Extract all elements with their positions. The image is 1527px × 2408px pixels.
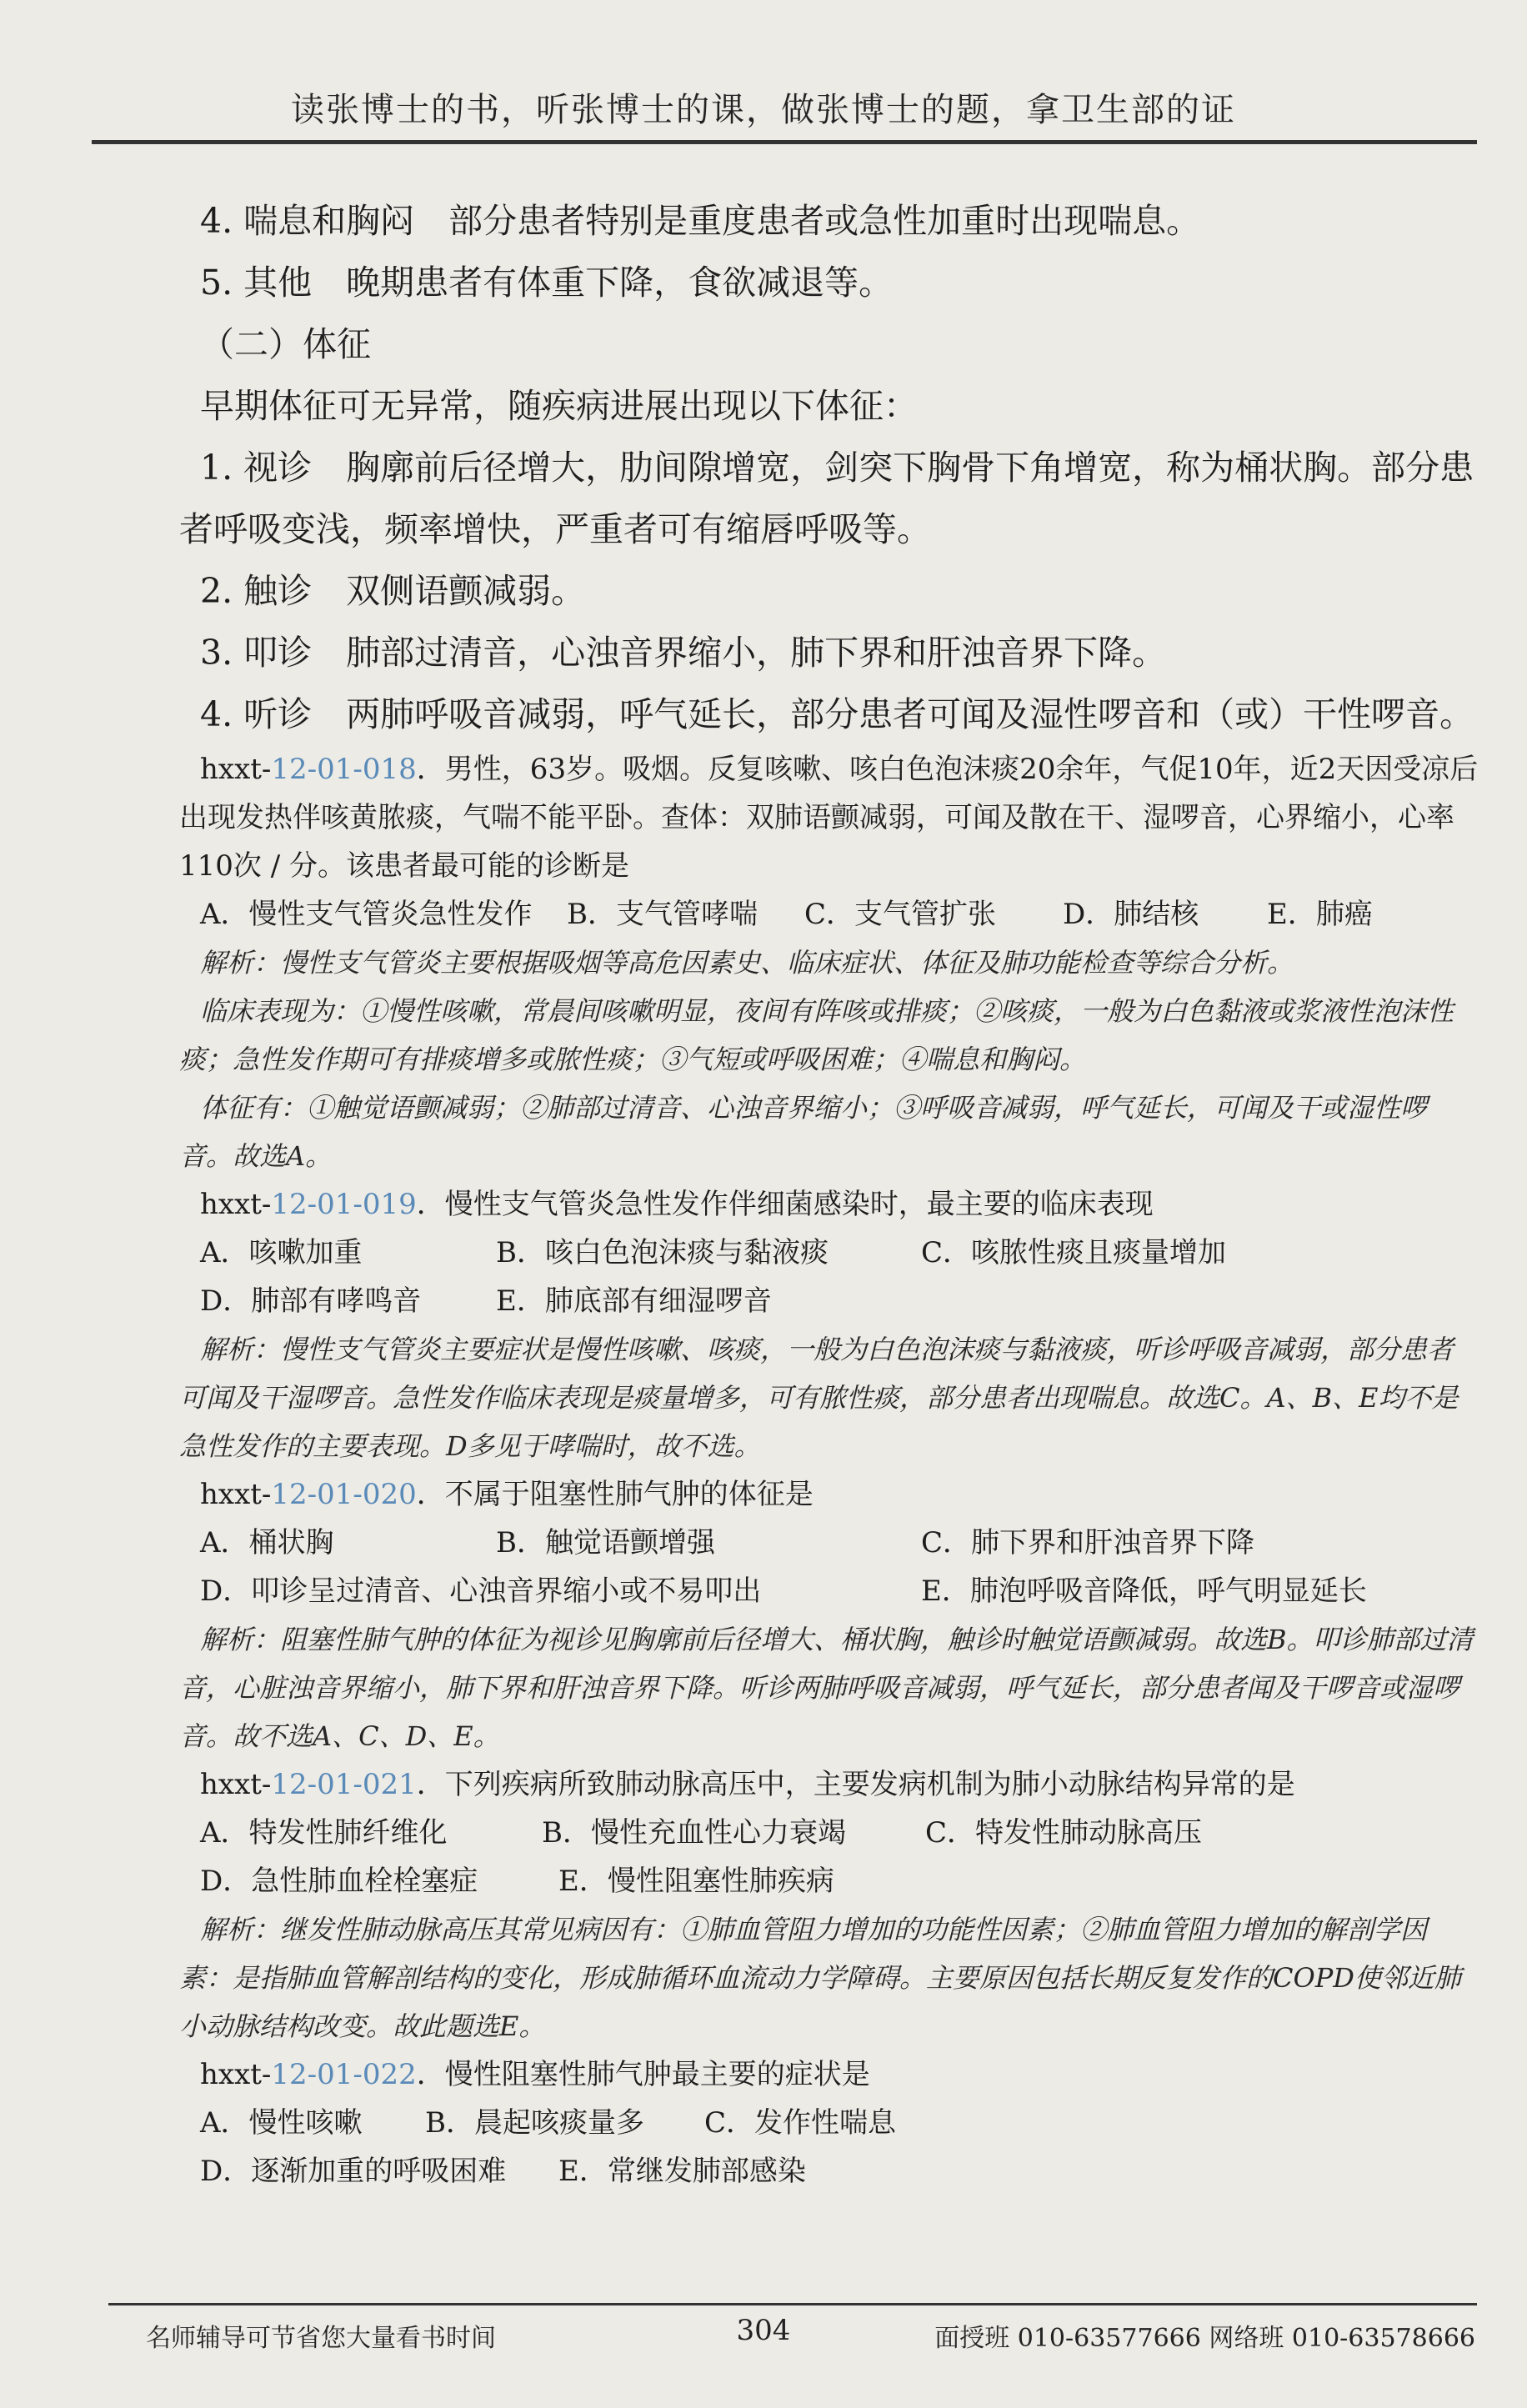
option-c: C．肺下界和肝浊音界下降 <box>921 1526 1255 1559</box>
question-id-prefix: hxxt- <box>200 2058 272 2091</box>
option-row <box>179 1519 1479 1567</box>
question-stem <box>179 1760 1479 1809</box>
question-stem <box>179 2050 1479 2099</box>
header-rule <box>92 140 1477 144</box>
sign-inspection: 1. 视诊 胸廓前后径增大，肋间隙增宽，剑突下胸骨下角增宽，称为桶状胸。部分患者呼吸变浅，频率增快，严重者可有缩唇呼吸等。 <box>179 448 1474 549</box>
option-b: B．晨起咳痰量多 <box>425 2106 644 2140</box>
question-id-code: 12-01-018 <box>271 753 417 786</box>
option-d: D．叩诊呈过清音、心浊音界缩小或不易叩出 <box>200 1574 762 1608</box>
option-e: E．常继发肺部感染 <box>558 2155 806 2188</box>
option-row <box>179 1229 1479 1277</box>
question-stem <box>179 1470 1479 1519</box>
symptom-5: 5. 其他 晚期患者有体重下降，食欲减退等。 <box>200 263 894 303</box>
page-number: 304 <box>736 2314 791 2347</box>
explanation-line: 解析：阻塞性肺气肿的体征为视诊见胸廓前后径增大、桶状胸，触诊时触觉语颤减弱。故选B。叩诊肺部过清音，心脏浊音界缩小，肺下界和肝浊音界下降。听诊两肺呼吸音减弱，呼气延长，部分患者闻及干啰音或湿啰音。故不选A、C、D、E。 <box>179 1624 1474 1752</box>
footer-slogan: 名师辅导可节省您大量看书时间 <box>146 2324 496 2353</box>
footer-rule <box>108 2303 1477 2305</box>
sign-auscultation: 4. 听诊 两肺呼吸音减弱，呼气延长，部分患者可闻及湿性啰音和（或）干性啰音。 <box>200 694 1474 734</box>
option-row <box>179 2147 1479 2195</box>
question-id-prefix: hxxt- <box>200 1188 272 1221</box>
option-a: A．咳嗽加重 <box>200 1236 363 1269</box>
question-text: ．慢性支气管炎急性发作伴细菌感染时，最主要的临床表现 <box>416 1188 1154 1221</box>
question-text: ．下列疾病所致肺动脉高压中，主要发病机制为肺小动脉结构异常的是 <box>416 1768 1295 1801</box>
question-020 <box>179 1470 1479 1760</box>
option-row <box>179 1809 1479 1857</box>
explanation-line: 解析：继发性肺动脉高压其常见病因有：①肺血管阻力增加的功能性因素；②肺血管阻力增加的解剖学因素：是指肺血管解剖结构的变化，形成肺循环血流动力学障碍。主要原因包括长期反复发作的COPD使邻近肺小动脉结构改变。故此题选E。 <box>179 1914 1461 2042</box>
question-021 <box>179 1760 1479 2050</box>
option-row <box>179 1277 1479 1325</box>
explanation-line: 解析：慢性支气管炎主要症状是慢性咳嗽、咳痰，一般为白色泡沫痰与黏液痰，听诊呼吸音减弱，部分患者可闻及干湿啰音。急性发作临床表现是痰量增多，可有脓性痰，部分患者出现喘息。故选C。A、B、E均不是急性发作的主要表现。D多见于哮喘时，故不选。 <box>179 1334 1459 1462</box>
option-row <box>179 2099 1479 2147</box>
question-id-code: 12-01-021 <box>271 1768 417 1801</box>
option-e: E．肺泡呼吸音降低，呼气明显延长 <box>921 1574 1367 1608</box>
question-id-prefix: hxxt- <box>200 1478 272 1511</box>
page-content <box>179 190 1479 2195</box>
option-row <box>179 890 1479 939</box>
option-c: C．咳脓性痰且痰量增加 <box>921 1236 1227 1269</box>
question-id-code: 12-01-020 <box>271 1478 417 1511</box>
question-stem <box>179 1180 1479 1229</box>
sign-percussion: 3. 叩诊 肺部过清音，心浊音界缩小，肺下界和肝浊音界下降。 <box>200 633 1167 673</box>
section-title-signs: （二）体征 <box>200 324 371 364</box>
question-022 <box>179 2050 1479 2195</box>
option-c: C．支气管扩张 <box>804 898 997 931</box>
question-id-code: 12-01-019 <box>271 1188 417 1221</box>
explanation-line: 解析：慢性支气管炎主要根据吸烟等高危因素史、临床症状、体征及肺功能检查等综合分析。 <box>200 947 1294 979</box>
option-a: A．特发性肺纤维化 <box>200 1816 448 1850</box>
footer-contact: 面授班 010-63577666 网络班 010-63578666 <box>934 2324 1475 2353</box>
question-id-prefix: hxxt- <box>200 753 272 786</box>
option-e: E．肺底部有细湿啰音 <box>496 1284 772 1318</box>
question-id-code: 12-01-022 <box>271 2058 417 2091</box>
question-stem <box>179 745 1479 890</box>
option-d: D．急性肺血栓栓塞症 <box>200 1865 478 1898</box>
question-text: ．男性，63岁。吸烟。反复咳嗽、咳白色泡沫痰20余年，气促10年，近2天因受凉后出现发热伴咳黄脓痰，气喘不能平卧。查体：双肺语颤减弱，可闻及散在干、湿啰音，心界缩小，心率110次 / 分。该患者最可能的诊断是 <box>179 753 1479 883</box>
option-b: B．咳白色泡沫痰与黏液痰 <box>496 1236 829 1269</box>
option-row <box>179 1567 1479 1615</box>
option-b: B．触觉语颤增强 <box>496 1526 715 1559</box>
option-d: D．肺结核 <box>1063 898 1199 931</box>
option-c: C．特发性肺动脉高压 <box>925 1816 1203 1850</box>
option-e: E．慢性阻塞性肺疾病 <box>558 1865 834 1898</box>
question-text: ．慢性阻塞性肺气肿最主要的症状是 <box>416 2058 870 2091</box>
option-a: A．慢性支气管炎急性发作 <box>200 898 533 931</box>
option-b: B．支气管哮喘 <box>567 898 758 931</box>
question-id-prefix: hxxt- <box>200 1768 272 1801</box>
signs-intro: 早期体征可无异常，随疾病进展出现以下体征： <box>200 386 918 426</box>
explanation-line: 体征有：①触觉语颤减弱；②肺部过清音、心浊音界缩小；③呼吸音减弱，呼气延长，可闻及干或湿性啰音。故选A。 <box>179 1092 1428 1172</box>
symptom-4: 4. 喘息和胸闷 部分患者特别是重度患者或急性加重时出现喘息。 <box>200 201 1201 241</box>
question-019 <box>179 1180 1479 1470</box>
option-b: B．慢性充血性心力衰竭 <box>542 1816 846 1850</box>
option-d: D．肺部有哮鸣音 <box>200 1284 422 1318</box>
explanation-line: 临床表现为：①慢性咳嗽，常晨间咳嗽明显，夜间有阵咳或排痰；②咳痰，一般为白色黏液或浆液性泡沫性痰；急性发作期可有排痰增多或脓性痰；③气短或呼吸困难；④喘息和胸闷。 <box>179 995 1454 1075</box>
question-018 <box>179 745 1479 1180</box>
page-header-title: 读张博士的书，听张博士的课，做张博士的题，拿卫生部的证 <box>291 91 1236 129</box>
option-a: A．桶状胸 <box>200 1526 334 1559</box>
option-c: C．发作性喘息 <box>704 2106 897 2140</box>
option-row <box>179 1857 1479 1905</box>
option-d: D．逐渐加重的呼吸困难 <box>200 2155 507 2188</box>
option-a: A．慢性咳嗽 <box>200 2106 363 2140</box>
option-e: E．肺癌 <box>1267 898 1373 931</box>
question-text: ．不属于阻塞性肺气肿的体征是 <box>416 1478 814 1511</box>
sign-palpation: 2. 触诊 双侧语颤减弱。 <box>200 571 586 611</box>
